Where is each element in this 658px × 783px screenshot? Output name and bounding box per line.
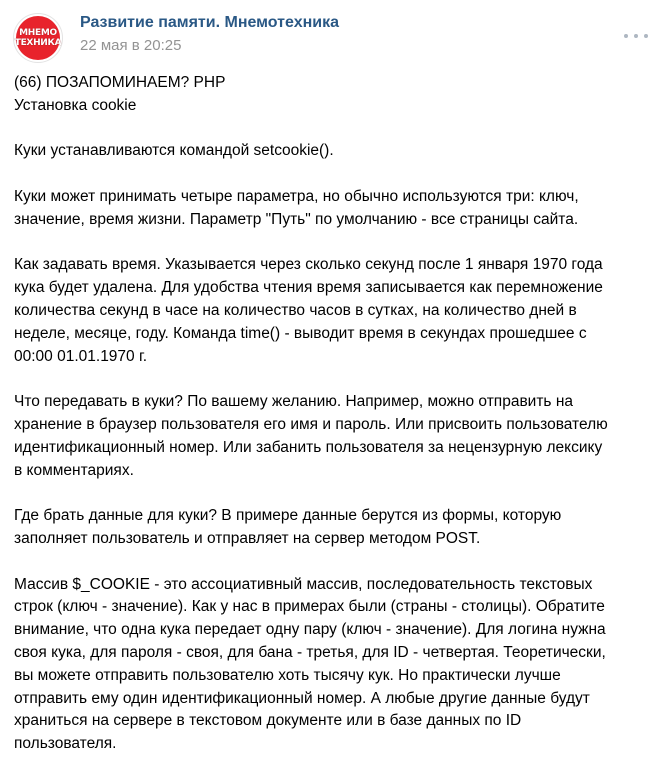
text-line: Куки может принимать четыре параметра, но обычно используются три: ключ, (14, 187, 579, 205)
more-horizontal-icon-dot-2 (634, 34, 638, 38)
paragraph-gap (14, 482, 652, 505)
text-line: заполняет пользователь и отправляет на сервер методом POST. (14, 529, 481, 547)
text-line: Что передавать в куки? По вашему желанию. Например, можно отправить на (14, 393, 573, 411)
text-line: в комментариях. (14, 461, 134, 479)
text-line: идентификационный номер. Или забанить пользователя за нецензурную лексику (14, 438, 603, 456)
paragraph-gap (14, 368, 652, 391)
text-line: отправить ему один идентификационный номер. А любые другие данные будут (14, 689, 590, 707)
text-line: Массив $_COOKIE - это ассоциативный массив, последовательность текстовых (14, 575, 593, 593)
post-heading-line: (66) ПОЗАПОМИНАЕМ? PHP (14, 74, 226, 91)
text-line: внимание, что одна кука передает одну пару (ключ - значение). Для логина нужна (14, 621, 606, 639)
text-line: своя кука, для пароля - своя, для бана - третья, для ID - четвертая. Теоретически, (14, 643, 606, 661)
text-line: Как задавать время. Указывается через сколько секунд после 1 января 1970 года (14, 256, 603, 274)
text-line: вы можете отправить пользователю хоть тысячу кук. Но практически лучше (14, 666, 561, 684)
group-avatar[interactable] (13, 13, 63, 63)
text-line: пользователя. (14, 735, 117, 753)
more-horizontal-icon (624, 34, 628, 38)
text-line: храниться на сервере в текстовом документе или в базе данных по ID (14, 712, 522, 730)
more-options-button[interactable] (624, 28, 648, 44)
paragraph-gap (14, 118, 652, 141)
avatar-logo-text-bottom: ТЕХНИКА (14, 38, 62, 48)
text-line: 00:00 01.01.1970 г. (14, 347, 148, 365)
group-name-link[interactable]: Развитие памяти. Мнемотехника (80, 14, 339, 31)
text-line: неделе, месяце, году. Команда time() - выводит время в секундах прошедшее с (14, 324, 587, 342)
text-line: хранение в браузер пользователя его имя и пароль. Или присвоить пользователю (14, 415, 608, 433)
post-text (14, 72, 652, 756)
text-line: Куки устанавливаются командой setcookie(). (14, 142, 334, 160)
paragraph-gap (14, 551, 652, 574)
text-line: Где брать данные для куки? В примере данные берутся из формы, которую (14, 507, 562, 525)
post-header (0, 0, 658, 70)
paragraph-gap (14, 232, 652, 255)
more-horizontal-icon-dot-3 (644, 34, 648, 38)
avatar-logo (16, 16, 60, 60)
text-line: количества секунд в часе на количество часов в сутках, на количество дней в (14, 301, 577, 319)
post-date-link[interactable]: 22 мая в 20:25 (80, 37, 182, 54)
text-line: кука будет удалена. Для удобства чтения время записывается как перемножение (14, 279, 603, 297)
paragraph-gap (14, 163, 652, 186)
post-subheading-line: Установка cookie (14, 96, 137, 114)
avatar-logo-text-top: МНЕМО (19, 28, 57, 38)
text-line: значение, время жизни. Параметр "Путь" по умолчанию - все страницы сайта. (14, 210, 579, 228)
text-line: строк (ключ - значение). Как у нас в примерах были (страны - столицы). Обратите (14, 598, 605, 616)
